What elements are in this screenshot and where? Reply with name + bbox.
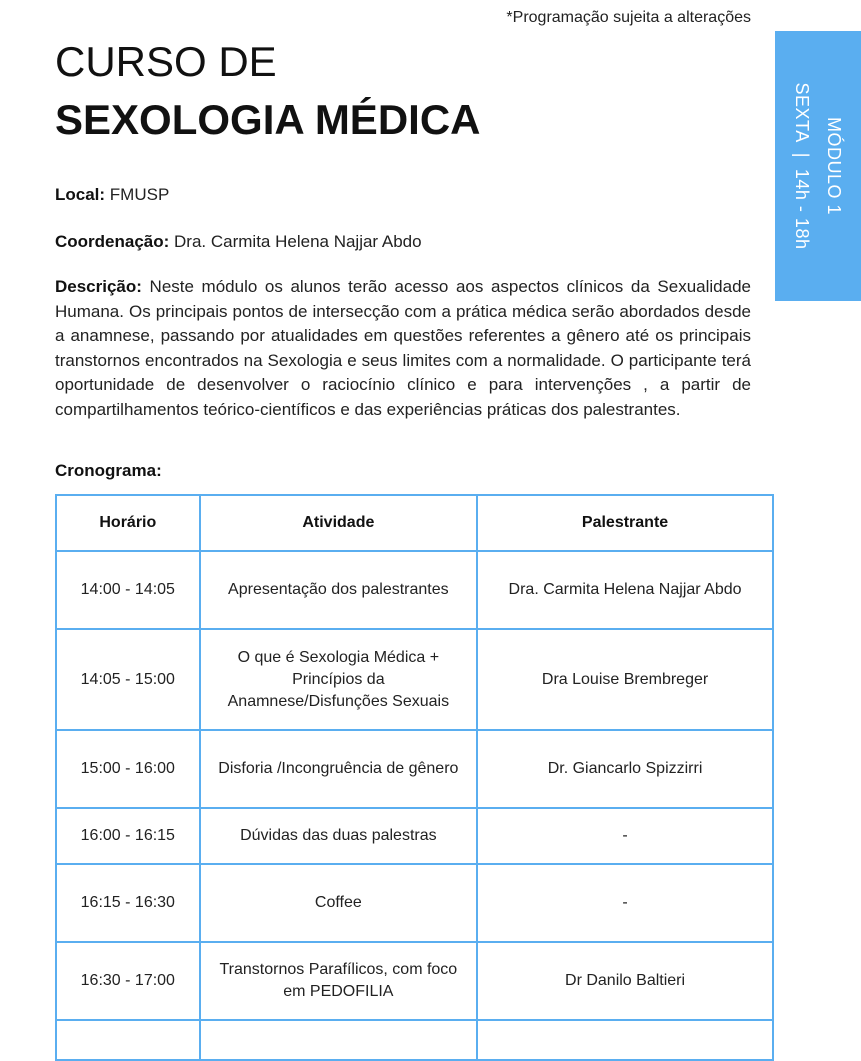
module-side-tab-text bbox=[786, 83, 850, 250]
module-schedule: SEXTA | 14h - 18h bbox=[792, 82, 812, 250]
cell-atividade: Dúvidas das duas palestras bbox=[200, 808, 477, 864]
cell-horario: 14:05 - 15:00 bbox=[56, 629, 200, 730]
cell-palestrante: Dra Louise Brembreger bbox=[477, 629, 773, 730]
cell-atividade: Coffee bbox=[200, 864, 477, 942]
local-label: Local: bbox=[55, 185, 106, 204]
header-horario: Horário bbox=[56, 495, 200, 551]
cell-palestrante: - bbox=[477, 808, 773, 864]
table-row bbox=[56, 629, 773, 730]
schedule-disclaimer: *Programação sujeita a alterações bbox=[506, 9, 751, 26]
cell-horario: 16:00 - 16:15 bbox=[56, 808, 200, 864]
module-side-tab bbox=[775, 31, 861, 301]
cell-horario: 16:15 - 16:30 bbox=[56, 864, 200, 942]
descricao-paragraph bbox=[55, 275, 751, 423]
coordenacao-field bbox=[55, 232, 422, 252]
cell-atividade: Apresentação dos palestrantes bbox=[200, 551, 477, 629]
local-field bbox=[55, 185, 169, 205]
cell-horario bbox=[56, 1020, 200, 1060]
module-label: MÓDULO 1 bbox=[824, 116, 844, 216]
cell-palestrante bbox=[477, 1020, 773, 1060]
cell-palestrante: Dra. Carmita Helena Najjar Abdo bbox=[477, 551, 773, 629]
cronograma-heading: Cronograma: bbox=[55, 461, 162, 480]
table-row bbox=[56, 808, 773, 864]
header-palestrante: Palestrante bbox=[477, 495, 773, 551]
descricao-value: Neste módulo os alunos terão acesso aos aspectos clínicos da Sexualidade Humana. Os principais pontos de intersecção com a prática médica serão abordados desde a anamnese, passando por atualidades em questões referentes a gênero até os principais transtornos encontrados na Sexologia e seus limites com a normalidade. O participante terá oportunidade de desenvolver o raciocínio clínico e para intervenções , a partir de compartilhamentos teórico-científicos e das experiências práticas dos palestrantes. bbox=[55, 277, 751, 419]
cell-horario: 16:30 - 17:00 bbox=[56, 942, 200, 1020]
cell-atividade: Disforia /Incongruência de gênero bbox=[200, 730, 477, 808]
local-value: FMUSP bbox=[109, 185, 170, 204]
table-row bbox=[56, 864, 773, 942]
cell-horario: 15:00 - 16:00 bbox=[56, 730, 200, 808]
coordenacao-value: Dra. Carmita Helena Najjar Abdo bbox=[174, 232, 422, 251]
coordenacao-label: Coordenação: bbox=[55, 232, 170, 251]
page-title-line2: SEXOLOGIA MÉDICA bbox=[55, 96, 481, 143]
cell-palestrante: Dr Danilo Baltieri bbox=[477, 942, 773, 1020]
descricao-label: Descrição: bbox=[55, 277, 142, 296]
table-row bbox=[56, 942, 773, 1020]
cell-palestrante: Dr. Giancarlo Spizzirri bbox=[477, 730, 773, 808]
table-header-row bbox=[56, 495, 773, 551]
page-title-line1: CURSO DE bbox=[55, 38, 277, 85]
schedule-table bbox=[55, 494, 774, 1061]
table-row bbox=[56, 1020, 773, 1060]
table-row bbox=[56, 551, 773, 629]
header-atividade: Atividade bbox=[200, 495, 477, 551]
cell-horario: 14:00 - 14:05 bbox=[56, 551, 200, 629]
cell-palestrante: - bbox=[477, 864, 773, 942]
cell-atividade bbox=[200, 1020, 477, 1060]
cell-atividade: Transtornos Parafílicos, com foco em PEDOFILIA bbox=[200, 942, 477, 1020]
cell-atividade: O que é Sexologia Médica + Princípios da Anamnese/Disfunções Sexuais bbox=[200, 629, 477, 730]
table-row bbox=[56, 730, 773, 808]
